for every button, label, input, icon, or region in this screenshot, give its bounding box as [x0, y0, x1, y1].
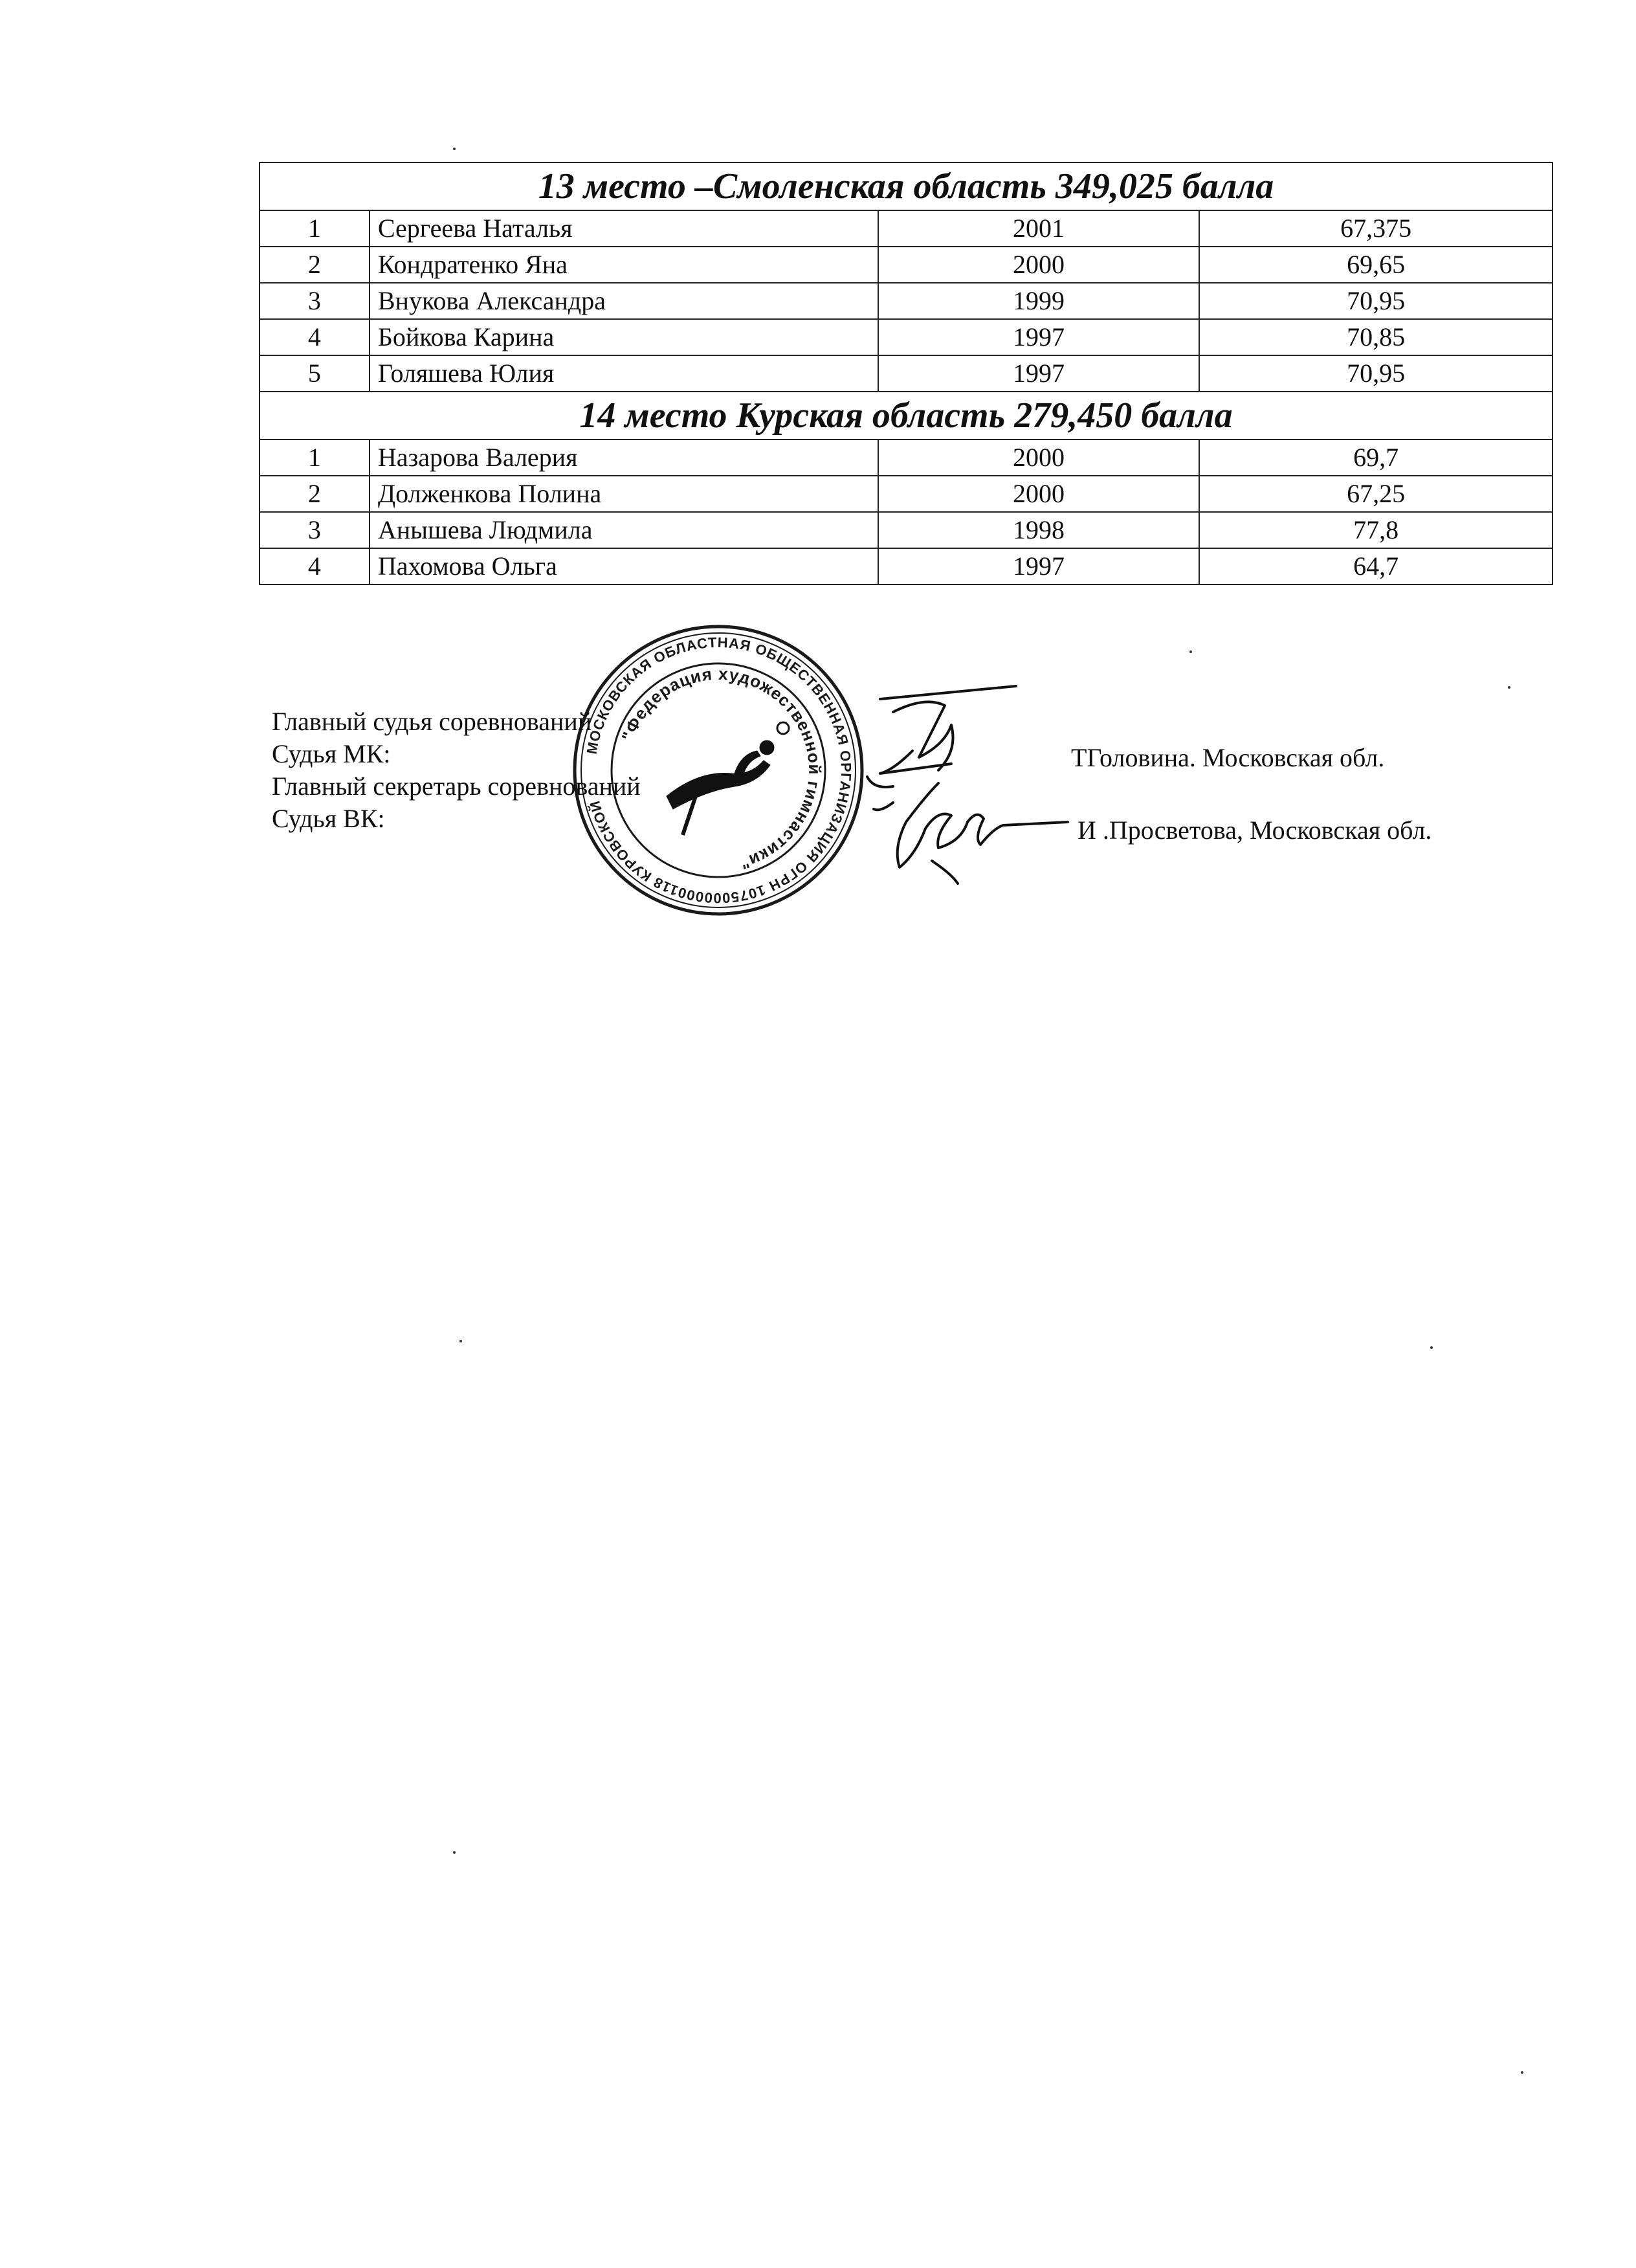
athlete-name: Голяшева Юлия [370, 355, 878, 392]
score: 67,25 [1199, 476, 1553, 512]
score: 77,8 [1199, 512, 1553, 548]
table-row [260, 512, 1553, 548]
signature-line [272, 738, 1553, 770]
score: 69,7 [1199, 439, 1553, 476]
scan-speck [1430, 1346, 1433, 1349]
row-number: 4 [260, 548, 370, 584]
scan-speck [1521, 2071, 1523, 2074]
scan-speck [459, 1340, 462, 1342]
score: 69,65 [1199, 247, 1553, 283]
row-number: 1 [260, 210, 370, 247]
row-number: 3 [260, 283, 370, 319]
birth-year: 2001 [878, 210, 1200, 247]
signature-line [272, 770, 1553, 803]
athlete-name: Назарова Валерия [370, 439, 878, 476]
signature-line [272, 706, 1553, 738]
scan-speck [453, 148, 456, 150]
birth-year: 2000 [878, 247, 1200, 283]
judge-vk-name: И .Просветова, Московская обл. [1078, 816, 1432, 845]
team-title: 14 место Курская область 279,450 балла [260, 392, 1553, 439]
scan-speck [1189, 650, 1192, 653]
row-number: 4 [260, 319, 370, 355]
score: 64,7 [1199, 548, 1553, 584]
stamp-inner-text: "Федерация художественной гимнастики" [617, 663, 825, 874]
birth-year: 2000 [878, 476, 1200, 512]
birth-year: 1997 [878, 319, 1200, 355]
athlete-name: Анышева Людмила [370, 512, 878, 548]
chief-judge-label: Главный судья соревнований [272, 707, 592, 736]
row-number: 5 [260, 355, 370, 392]
score: 67,375 [1199, 210, 1553, 247]
athlete-name: Бойкова Карина [370, 319, 878, 355]
stamp-outer-text: МОСКОВСКАЯ ОБЛАСТНАЯ ОБЩЕСТВЕННАЯ ОРГАНИЗАЦИЯ ОГРН 1075000000118 КУРОВСКОЙ [583, 634, 855, 907]
birth-year: 2000 [878, 439, 1200, 476]
birth-year: 1997 [878, 355, 1200, 392]
row-number: 2 [260, 476, 370, 512]
judge-mk-label: Судья МК: [272, 739, 391, 768]
athlete-name: Долженкова Полина [370, 476, 878, 512]
scan-speck [1508, 686, 1510, 689]
athlete-name: Пахомова Ольга [370, 548, 878, 584]
table-row [260, 283, 1553, 319]
judge-vk-label: Судья ВК: [272, 804, 385, 833]
birth-year: 1999 [878, 283, 1200, 319]
athlete-name: Кондратенко Яна [370, 247, 878, 283]
results-table [259, 162, 1553, 585]
row-number: 1 [260, 439, 370, 476]
table-row [260, 439, 1553, 476]
table-row [260, 355, 1553, 392]
birth-year: 1997 [878, 548, 1200, 584]
table-row [260, 210, 1553, 247]
team-title: 13 место –Смоленская область 349,025 балла [260, 162, 1553, 210]
table-row [260, 319, 1553, 355]
team-header-row [260, 162, 1553, 210]
athlete-name: Внукова Александра [370, 283, 878, 319]
athlete-name: Сергеева Наталья [370, 210, 878, 247]
birth-year: 1998 [878, 512, 1200, 548]
judge-mk-name: ТГоловина. Московская обл. [1071, 743, 1385, 772]
table-row [260, 548, 1553, 584]
score: 70,95 [1199, 355, 1553, 392]
score: 70,95 [1199, 283, 1553, 319]
row-number: 2 [260, 247, 370, 283]
table-row [260, 476, 1553, 512]
score: 70,85 [1199, 319, 1553, 355]
chief-secretary-label: Главный секретарь соревнований [272, 772, 641, 801]
scan-speck [453, 1851, 456, 1854]
signature-line [272, 803, 1553, 845]
row-number: 3 [260, 512, 370, 548]
team-header-row [260, 392, 1553, 439]
table-row [260, 247, 1553, 283]
